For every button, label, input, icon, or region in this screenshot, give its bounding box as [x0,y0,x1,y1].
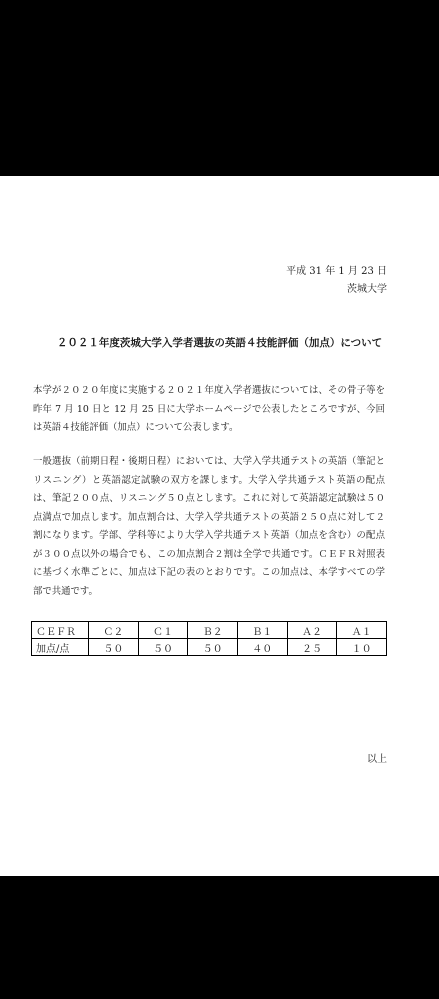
level-cell-b2: Ｂ２ [188,622,238,639]
points-label-cell: 加点/点 [32,639,89,656]
level-cell-b1: Ｂ１ [237,622,287,639]
level-cell-a2: Ａ２ [287,622,337,639]
points-cell-b2: ５０ [188,639,238,656]
points-cell-a1: １０ [337,639,387,656]
cefr-points-table [31,621,387,656]
intro-paragraph: 本学が２０２０年度に実施する２０２１年度入学者選抜については、その骨子等を昨年 7 月 10 日と 12 月 25 日に大学ホームページで公表したところですが、今回は英語４技能評価（加点）について公表します。 [33,385,385,433]
closing-text: 以上 [367,754,387,765]
level-cell-c1: Ｃ１ [138,622,188,639]
points-cell-c2: ５０ [89,639,139,656]
points-cell-a2: ２５ [287,639,337,656]
document-title: ２０２１年度茨城大学入学者選抜の英語４技能評価（加点）について [56,337,383,349]
details-paragraph: 一般選抜（前期日程・後期日程）においては、大学入学共通テストの英語（筆記とリスニング）と英語認定試験の双方を課します。大学入学共通テスト英語の配点は、筆記２００点、リスニング５０点とします。これに対して英語認定試験は５０点満点で加点します。加点割合は、大学入学共通テストの英語２５０点に対して２割になります。学部、学科等により大学入学共通テスト英語（加点を含む）の配点が３００点以外の場合でも、この加点割合２割は全学で共通です。ＣＥＦＲ対照表に基づく水準ごとに、加点は下記の表のとおりです。この加点は、本学すべての学部で共通です。 [33,456,385,597]
level-cell-c2: Ｃ２ [89,622,139,639]
table-header-row [32,622,387,639]
points-cell-b1: ４０ [237,639,287,656]
issuing-organization: 茨城大学 [347,284,387,295]
cefr-header-cell: ＣＥＦＲ [32,622,89,639]
document-page [0,176,439,876]
document-date: 平成 31 年 1 月 23 日 [286,266,387,277]
level-cell-a1: Ａ１ [337,622,387,639]
table-row [32,639,387,656]
points-cell-c1: ５０ [138,639,188,656]
